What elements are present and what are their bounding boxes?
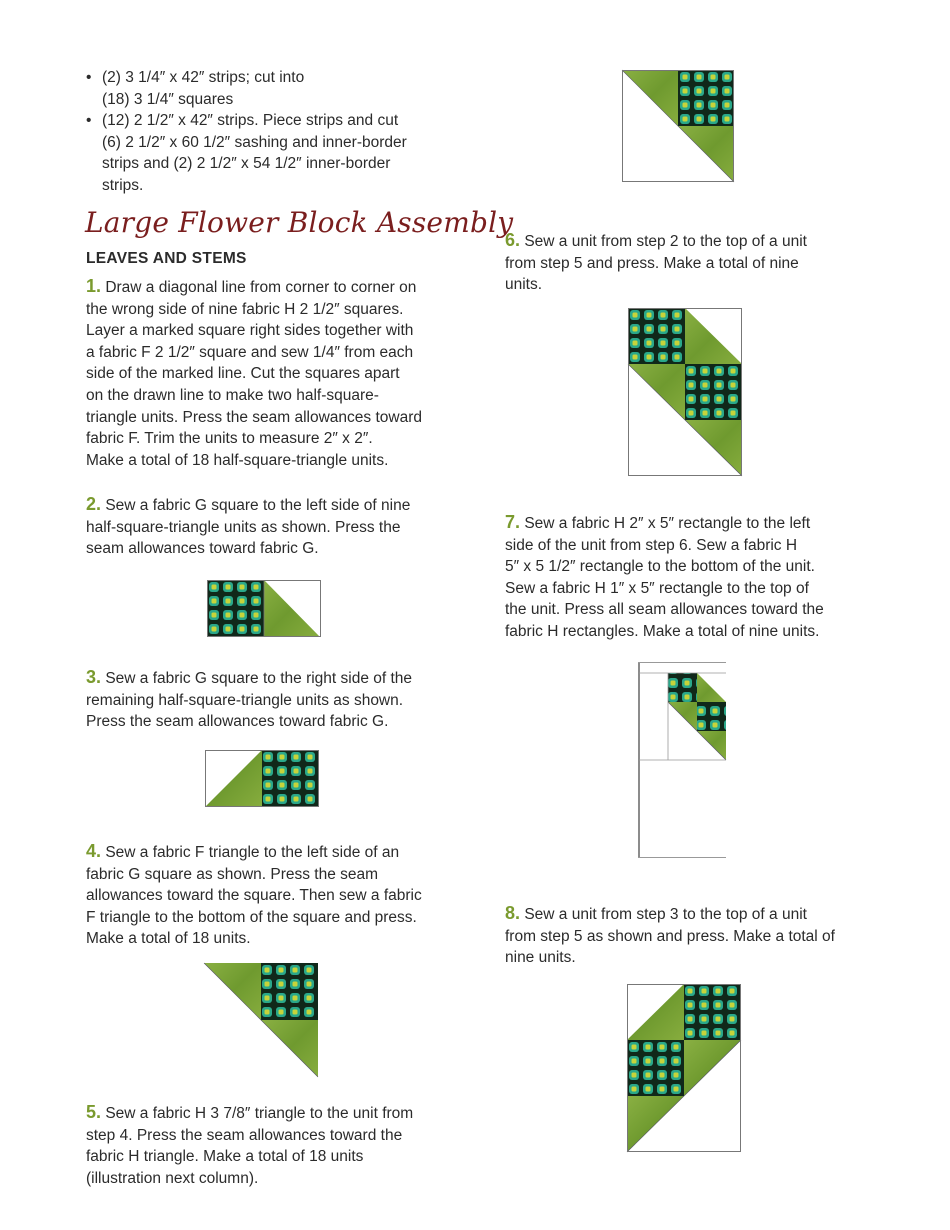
step-7 (505, 512, 870, 643)
line: Layer a marked square right sides together with (86, 322, 414, 340)
line: units. (505, 276, 543, 294)
line: (2) 3 1/4″ x 42″ strips; cut into (102, 69, 305, 86)
step-3-diagram (205, 750, 319, 808)
step-1 (86, 276, 451, 471)
line: Sew a fabric H 2″ x 5″ rectangle to the left (524, 515, 811, 532)
step-2 (86, 494, 451, 560)
line: nine units. (505, 949, 576, 967)
step-number: 1. (86, 276, 102, 296)
line: Make a total of 18 half-square-triangle units. (86, 451, 389, 469)
bullet-icon: • (86, 112, 92, 130)
step-4-diagram (204, 963, 320, 1079)
cutting-item (86, 110, 446, 196)
step-number: 8. (505, 903, 521, 923)
line: 5″ x 5 1/2″ rectangle to the bottom of the unit. (505, 558, 815, 576)
line: Sew a unit from step 2 to the top of a unit (524, 233, 807, 250)
step-number: 2. (86, 494, 102, 514)
line: Draw a diagonal line from corner to corner on (105, 279, 417, 296)
line: side of the marked line. Cut the squares apart (86, 365, 400, 383)
step-5-diagram (622, 70, 736, 184)
line: F triangle to the bottom of the square and press. (86, 908, 417, 926)
line: Press the seam allowances toward fabric G. (86, 713, 389, 731)
step-number: 5. (86, 1102, 102, 1122)
line: from step 5 and press. Make a total of nine (505, 254, 799, 272)
section-title: Large Flower Block Assembly (85, 206, 514, 239)
line: fabric H rectangles. Make a total of nine units. (505, 622, 820, 640)
line: Sew a fabric H 1″ x 5″ rectangle to the top of (505, 579, 809, 597)
step-5 (86, 1102, 451, 1189)
step-number: 6. (505, 230, 521, 250)
step-6-diagram (628, 308, 744, 478)
line: Sew a fabric F triangle to the left side of an (105, 844, 400, 861)
line: triangle units. Press the seam allowances toward (86, 408, 422, 426)
cutting-item (86, 67, 446, 110)
subheading: LEAVES AND STEMS (86, 250, 247, 267)
line: Make a total of 18 units. (86, 930, 251, 948)
step-8-diagram (627, 984, 743, 1154)
line: the wrong side of nine fabric H 2 1/2″ squares. (86, 300, 404, 318)
line: from step 5 as shown and press. Make a total of (505, 927, 835, 945)
step-number: 3. (86, 667, 102, 687)
line: Sew a fabric G square to the right side of the (105, 670, 413, 687)
line: Sew a fabric H 3 7/8″ triangle to the unit from (105, 1105, 414, 1122)
step-number: 4. (86, 841, 102, 861)
line: seam allowances toward fabric G. (86, 540, 319, 558)
step-3 (86, 667, 451, 733)
step-4 (86, 841, 451, 950)
line: the unit. Press all seam allowances toward the (505, 601, 824, 619)
line: strips. (102, 176, 144, 194)
line: on the drawn line to make two half-square- (86, 386, 379, 404)
line: a fabric F 2 1/2″ square and sew 1/4″ from each (86, 343, 414, 361)
line: remaining half-square-triangle units as shown. (86, 691, 404, 709)
cutting-list (86, 67, 446, 197)
line: allowances toward the square. Then sew a fabric (86, 887, 422, 905)
step-2-diagram (207, 580, 321, 638)
step-number: 7. (505, 512, 521, 532)
bullet-icon: • (86, 69, 92, 86)
step-7-diagram (638, 662, 728, 860)
step-6 (505, 230, 870, 296)
line: side of the unit from step 6. Sew a fabric H (505, 536, 798, 554)
line: fabric H triangle. Make a total of 18 units (86, 1148, 364, 1166)
line: fabric F. Trim the units to measure 2″ x 2″. (86, 430, 373, 448)
line: Sew a fabric G square to the left side of nine (105, 497, 411, 514)
line: (illustration next column). (86, 1169, 259, 1187)
line: fabric G square as shown. Press the seam (86, 865, 379, 883)
step-8 (505, 903, 870, 969)
line: (6) 2 1/2″ x 60 1/2″ sashing and inner-border (102, 133, 407, 151)
line: (12) 2 1/2″ x 42″ strips. Piece strips and cut (102, 112, 399, 130)
line: step 4. Press the seam allowances toward the (86, 1126, 403, 1144)
line: Sew a unit from step 3 to the top of a unit (524, 906, 807, 923)
line: (18) 3 1/4″ squares (102, 90, 234, 108)
line: strips and (2) 2 1/2″ x 54 1/2″ inner-border (102, 155, 391, 173)
line: half-square-triangle units as shown. Press the (86, 518, 401, 536)
